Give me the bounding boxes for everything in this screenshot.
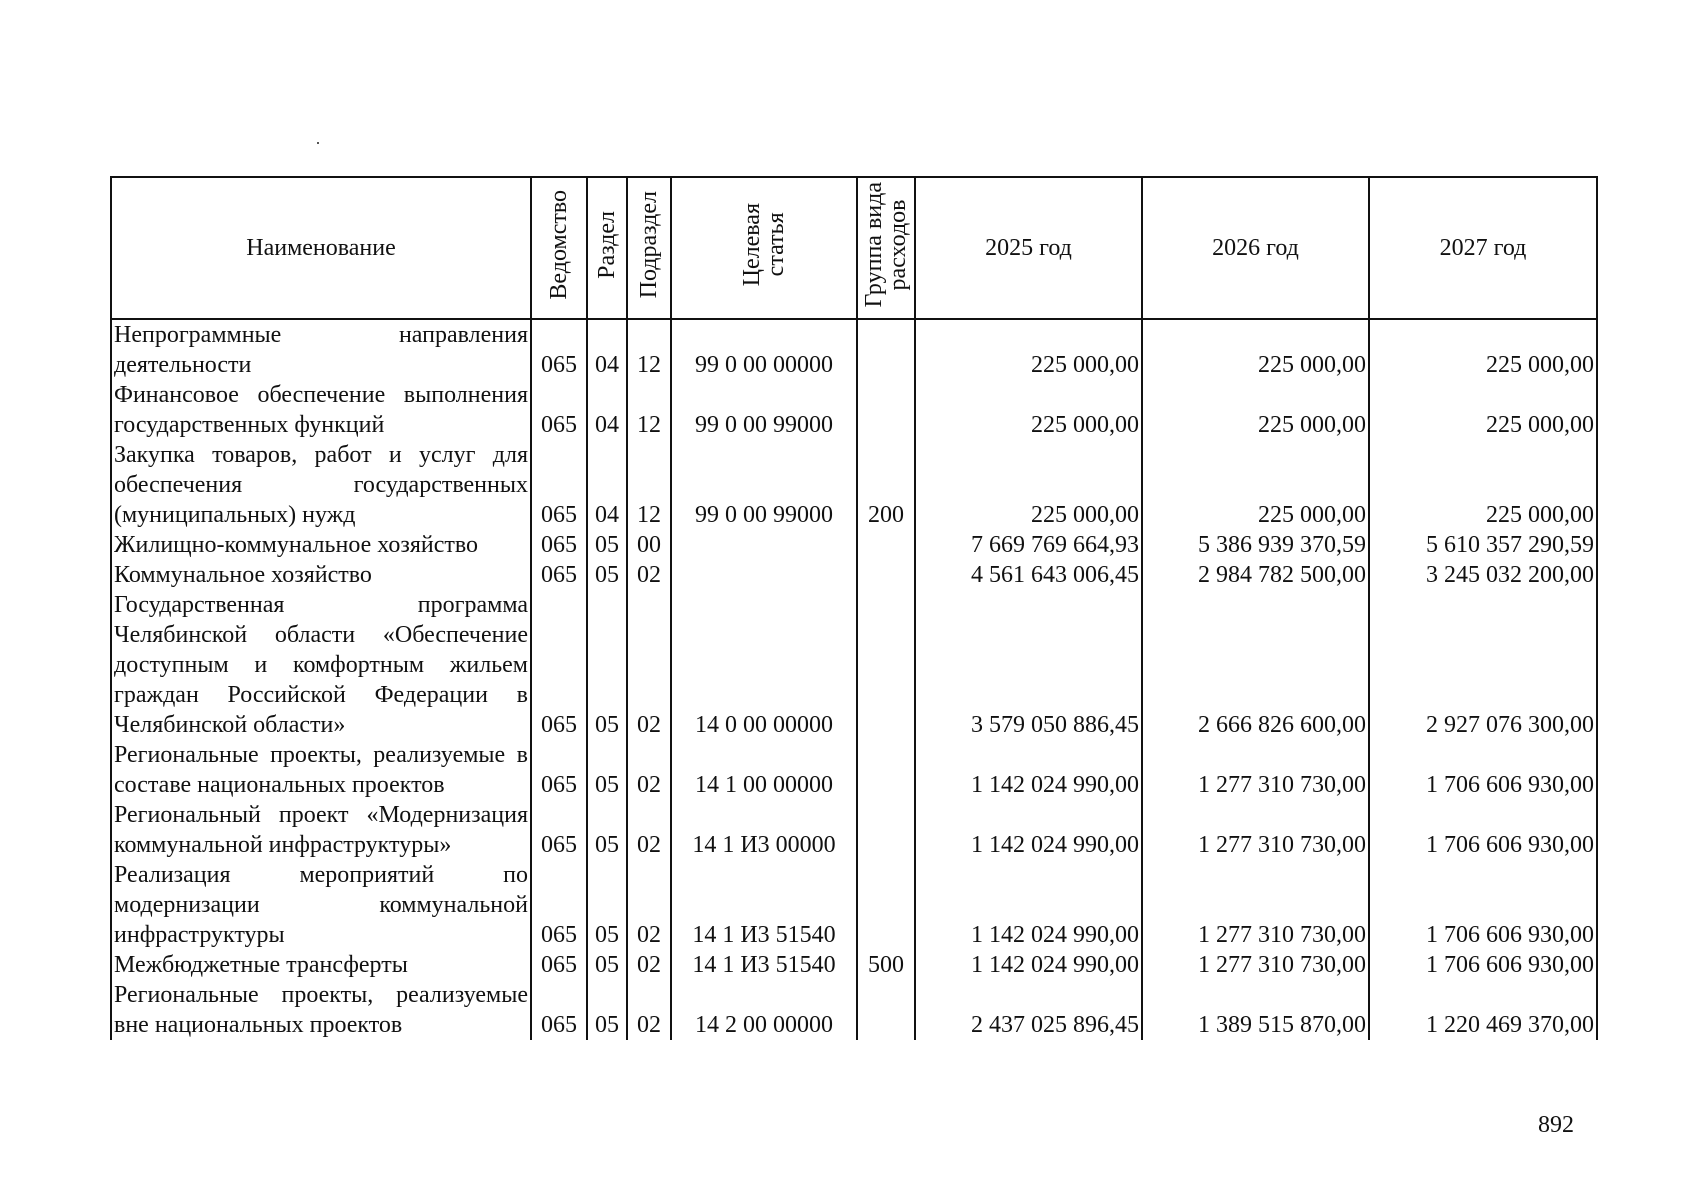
cell-name: Государственная программа Челябинской области «Обеспечение доступным и комфортным жильем граждан Российской Федерации в Челябинской области» bbox=[111, 590, 531, 740]
cell-name: Региональные проекты, реализуемые вне национальных проектов bbox=[111, 980, 531, 1040]
cell-exp-group bbox=[857, 740, 915, 800]
cell-dept: 065 bbox=[531, 740, 587, 800]
cell-2025: 225 000,00 bbox=[915, 319, 1142, 380]
cell-2026: 1 277 310 730,00 bbox=[1142, 860, 1369, 950]
cell-exp-group bbox=[857, 980, 915, 1040]
cell-exp-group: 500 bbox=[857, 950, 915, 980]
cell-2026: 1 389 515 870,00 bbox=[1142, 980, 1369, 1040]
cell-name: Жилищно-коммунальное хозяйство bbox=[111, 530, 531, 560]
cell-name: Финансовое обеспечение выполнения государственных функций bbox=[111, 380, 531, 440]
cell-name: Закупка товаров, работ и услуг для обеспечения государственных (муниципальных) нужд bbox=[111, 440, 531, 530]
cell-2027: 1 706 606 930,00 bbox=[1369, 860, 1597, 950]
cell-dept: 065 bbox=[531, 950, 587, 980]
header-row bbox=[111, 177, 1597, 319]
header-dept-label: Ведомство bbox=[546, 189, 572, 300]
header-dept bbox=[531, 177, 587, 319]
table-row bbox=[111, 950, 1597, 980]
cell-2027: 1 220 469 370,00 bbox=[1369, 980, 1597, 1040]
cell-section: 05 bbox=[587, 980, 627, 1040]
cell-name: Коммунальное хозяйство bbox=[111, 560, 531, 590]
cell-2025: 1 142 024 990,00 bbox=[915, 800, 1142, 860]
cell-dept: 065 bbox=[531, 530, 587, 560]
cell-name: Межбюджетные трансферты bbox=[111, 950, 531, 980]
cell-dept: 065 bbox=[531, 590, 587, 740]
table-row bbox=[111, 560, 1597, 590]
cell-name: Региональные проекты, реализуемые в составе национальных проектов bbox=[111, 740, 531, 800]
cell-subsection: 02 bbox=[627, 740, 671, 800]
cell-name: Реализация мероприятий по модернизации коммунальной инфраструктуры bbox=[111, 860, 531, 950]
cell-target: 14 1 00 00000 bbox=[671, 740, 857, 800]
cell-section: 05 bbox=[587, 800, 627, 860]
cell-subsection: 12 bbox=[627, 440, 671, 530]
header-exp-group-label: Группа вида расходов bbox=[861, 181, 911, 308]
cell-dept: 065 bbox=[531, 860, 587, 950]
table-row bbox=[111, 530, 1597, 560]
table-row bbox=[111, 319, 1597, 380]
cell-exp-group bbox=[857, 530, 915, 560]
cell-exp-group bbox=[857, 800, 915, 860]
cell-2025: 225 000,00 bbox=[915, 380, 1142, 440]
table-row bbox=[111, 380, 1597, 440]
cell-section: 05 bbox=[587, 530, 627, 560]
cell-dept: 065 bbox=[531, 380, 587, 440]
cell-2027: 3 245 032 200,00 bbox=[1369, 560, 1597, 590]
cell-target: 14 1 И3 51540 bbox=[671, 950, 857, 980]
cell-dept: 065 bbox=[531, 800, 587, 860]
budget-table bbox=[110, 176, 1598, 1040]
cell-target: 14 1 И3 51540 bbox=[671, 860, 857, 950]
cell-section: 05 bbox=[587, 740, 627, 800]
cell-subsection: 12 bbox=[627, 319, 671, 380]
cell-section: 04 bbox=[587, 380, 627, 440]
cell-2025: 7 669 769 664,93 bbox=[915, 530, 1142, 560]
cell-2026: 1 277 310 730,00 bbox=[1142, 800, 1369, 860]
cell-section: 04 bbox=[587, 319, 627, 380]
cell-target: 99 0 00 00000 bbox=[671, 319, 857, 380]
cell-target: 14 1 И3 00000 bbox=[671, 800, 857, 860]
cell-2026: 225 000,00 bbox=[1142, 440, 1369, 530]
cell-target bbox=[671, 560, 857, 590]
cell-dept: 065 bbox=[531, 440, 587, 530]
table-row bbox=[111, 860, 1597, 950]
cell-exp-group bbox=[857, 860, 915, 950]
cell-2026: 225 000,00 bbox=[1142, 380, 1369, 440]
cell-subsection: 02 bbox=[627, 590, 671, 740]
header-section bbox=[587, 177, 627, 319]
table-row bbox=[111, 980, 1597, 1040]
header-target bbox=[671, 177, 857, 319]
cell-2025: 225 000,00 bbox=[915, 440, 1142, 530]
cell-section: 05 bbox=[587, 590, 627, 740]
cell-2025: 3 579 050 886,45 bbox=[915, 590, 1142, 740]
cell-subsection: 12 bbox=[627, 380, 671, 440]
cell-name: Региональный проект «Модернизация коммунальной инфраструктуры» bbox=[111, 800, 531, 860]
cell-target: 99 0 00 99000 bbox=[671, 380, 857, 440]
header-exp-group bbox=[857, 177, 915, 319]
cell-subsection: 02 bbox=[627, 560, 671, 590]
table-row bbox=[111, 590, 1597, 740]
cell-2026: 2 984 782 500,00 bbox=[1142, 560, 1369, 590]
table-row bbox=[111, 800, 1597, 860]
table-row bbox=[111, 440, 1597, 530]
header-subsection bbox=[627, 177, 671, 319]
cell-exp-group: 200 bbox=[857, 440, 915, 530]
cell-2026: 5 386 939 370,59 bbox=[1142, 530, 1369, 560]
cell-2027: 225 000,00 bbox=[1369, 380, 1597, 440]
header-2025: 2025 год bbox=[915, 177, 1142, 319]
header-subsection-label: Подраздел bbox=[636, 190, 662, 299]
cell-2027: 2 927 076 300,00 bbox=[1369, 590, 1597, 740]
cell-2026: 1 277 310 730,00 bbox=[1142, 950, 1369, 980]
cell-exp-group bbox=[857, 319, 915, 380]
cell-2026: 2 666 826 600,00 bbox=[1142, 590, 1369, 740]
cell-2027: 225 000,00 bbox=[1369, 440, 1597, 530]
header-target-label: Целевая статья bbox=[739, 202, 789, 287]
cell-target bbox=[671, 530, 857, 560]
cell-section: 04 bbox=[587, 440, 627, 530]
cell-2025: 1 142 024 990,00 bbox=[915, 950, 1142, 980]
page-number: 892 bbox=[1538, 1112, 1574, 1138]
cell-section: 05 bbox=[587, 560, 627, 590]
cell-target: 99 0 00 99000 bbox=[671, 440, 857, 530]
cell-section: 05 bbox=[587, 950, 627, 980]
cell-2025: 4 561 643 006,45 bbox=[915, 560, 1142, 590]
cell-2027: 1 706 606 930,00 bbox=[1369, 740, 1597, 800]
cell-subsection: 02 bbox=[627, 800, 671, 860]
cell-target: 14 0 00 00000 bbox=[671, 590, 857, 740]
cell-2025: 1 142 024 990,00 bbox=[915, 740, 1142, 800]
cell-dept: 065 bbox=[531, 980, 587, 1040]
cell-2027: 5 610 357 290,59 bbox=[1369, 530, 1597, 560]
cell-2025: 2 437 025 896,45 bbox=[915, 980, 1142, 1040]
cell-exp-group bbox=[857, 380, 915, 440]
header-2027: 2027 год bbox=[1369, 177, 1597, 319]
cell-subsection: 02 bbox=[627, 950, 671, 980]
table-row bbox=[111, 740, 1597, 800]
cell-target: 14 2 00 00000 bbox=[671, 980, 857, 1040]
cell-name: Непрограммные направления деятельности bbox=[111, 319, 531, 380]
header-name: Наименование bbox=[111, 177, 531, 319]
cell-subsection: 00 bbox=[627, 530, 671, 560]
cell-subsection: 02 bbox=[627, 980, 671, 1040]
cell-2027: 1 706 606 930,00 bbox=[1369, 950, 1597, 980]
cell-section: 05 bbox=[587, 860, 627, 950]
cell-2025: 1 142 024 990,00 bbox=[915, 860, 1142, 950]
cell-2026: 1 277 310 730,00 bbox=[1142, 740, 1369, 800]
cell-subsection: 02 bbox=[627, 860, 671, 950]
cell-exp-group bbox=[857, 560, 915, 590]
cell-2027: 1 706 606 930,00 bbox=[1369, 800, 1597, 860]
scan-speck bbox=[317, 142, 319, 144]
cell-dept: 065 bbox=[531, 560, 587, 590]
cell-exp-group bbox=[857, 590, 915, 740]
cell-dept: 065 bbox=[531, 319, 587, 380]
header-section-label: Раздел bbox=[594, 210, 620, 279]
header-2026: 2026 год bbox=[1142, 177, 1369, 319]
table-body bbox=[111, 319, 1597, 1040]
cell-2026: 225 000,00 bbox=[1142, 319, 1369, 380]
cell-2027: 225 000,00 bbox=[1369, 319, 1597, 380]
